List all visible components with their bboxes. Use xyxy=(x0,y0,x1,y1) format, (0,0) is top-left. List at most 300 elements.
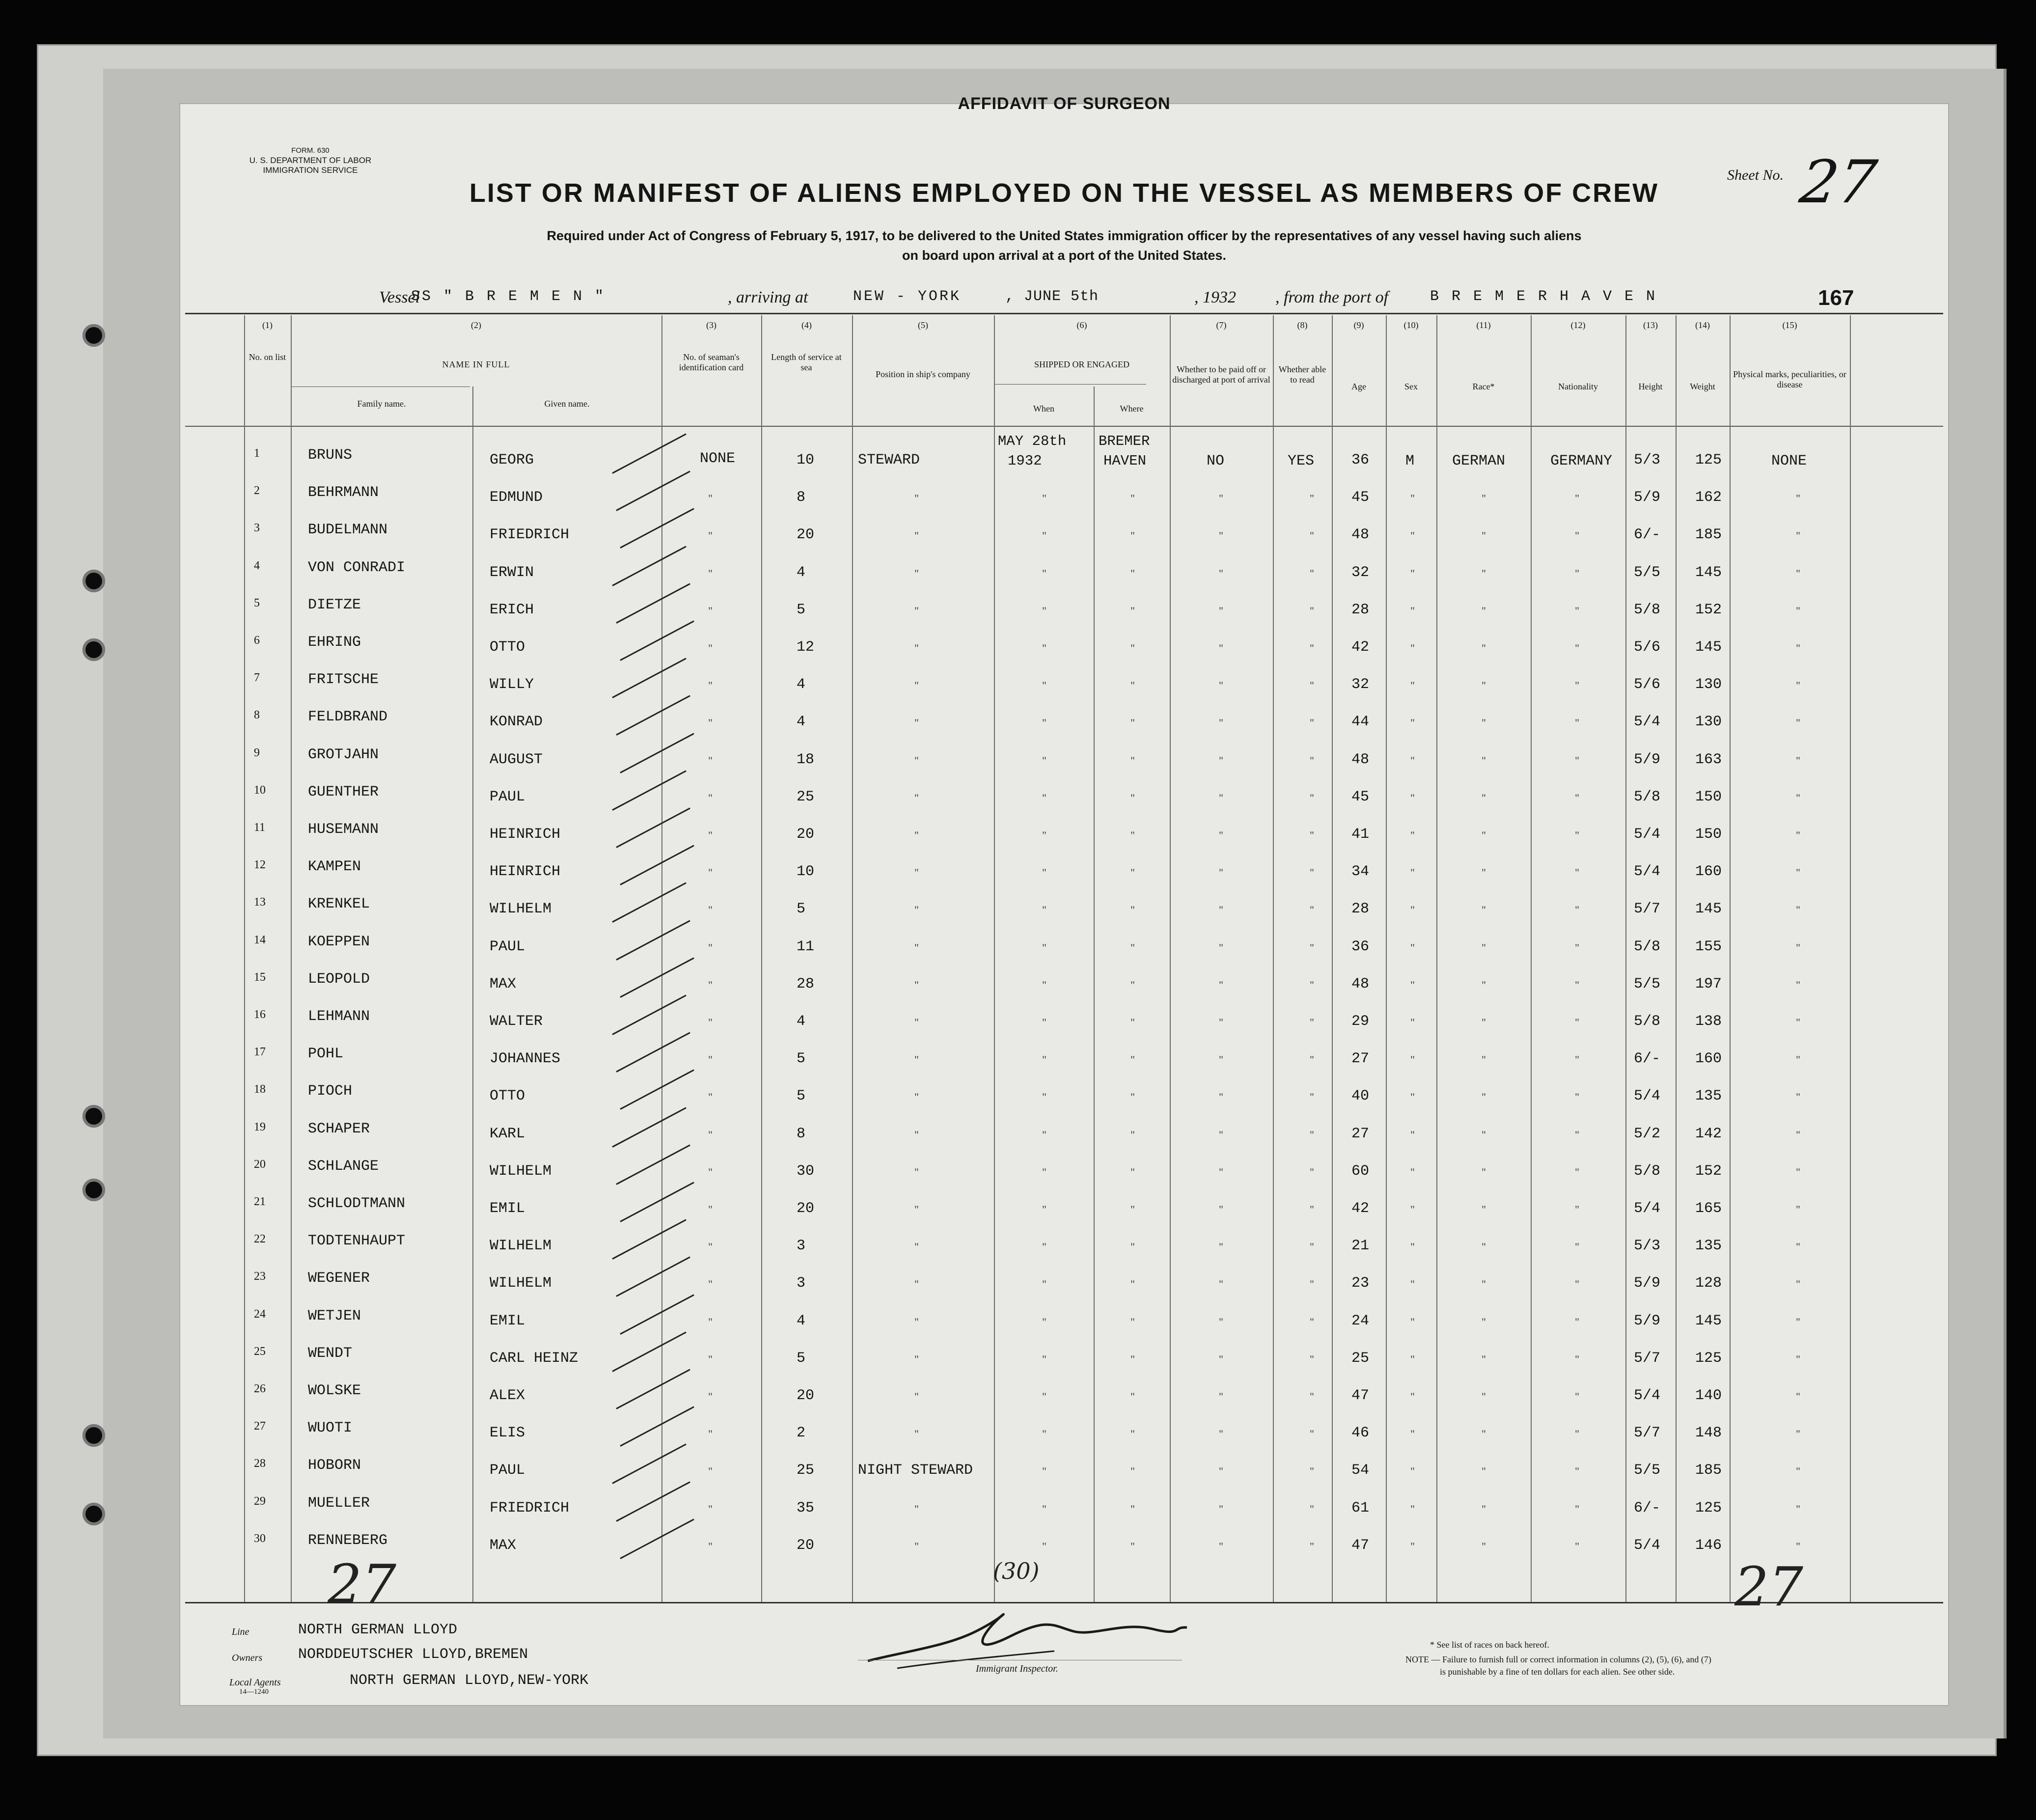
height: 5/8 xyxy=(1634,1162,1661,1180)
service-length: 20 xyxy=(797,826,815,843)
ditto-paid-off: " xyxy=(1219,1278,1223,1291)
head-where: Where xyxy=(1120,404,1144,414)
ditto-able-read: " xyxy=(1310,1165,1314,1178)
ditto-marks: " xyxy=(1796,1203,1800,1215)
colnum-5: (5) xyxy=(918,320,928,330)
given-name: EDMUND xyxy=(490,489,543,506)
colnum-11: (11) xyxy=(1476,320,1491,330)
ditto-sex: " xyxy=(1410,1428,1415,1440)
service-length: 25 xyxy=(797,1462,815,1479)
row-number: 23 xyxy=(254,1270,266,1283)
ditto-id-card: " xyxy=(708,829,713,841)
given-name: PAUL xyxy=(490,1462,525,1479)
ditto-race: " xyxy=(1482,1315,1486,1328)
row-number: 2 xyxy=(254,484,260,497)
ditto-id-card: " xyxy=(708,1315,713,1328)
row1-where-line1: BREMER xyxy=(1099,433,1150,449)
service-length: 5 xyxy=(797,1088,806,1105)
weight: 150 xyxy=(1695,788,1722,805)
punch-hole xyxy=(83,570,105,592)
ditto-marks: " xyxy=(1796,904,1800,916)
ditto-where: " xyxy=(1130,717,1135,729)
table-row xyxy=(180,1383,1948,1421)
ditto-marks: " xyxy=(1796,866,1800,879)
head-position: Position in ship's company xyxy=(876,369,970,379)
ditto-where: " xyxy=(1130,1165,1135,1178)
ditto-able-read: " xyxy=(1310,1428,1314,1440)
ditto-sex: " xyxy=(1410,1465,1415,1478)
weight: 135 xyxy=(1695,1238,1722,1255)
ditto-marks: " xyxy=(1796,604,1800,617)
row-number: 20 xyxy=(254,1158,266,1171)
ditto-able-read: " xyxy=(1310,1540,1314,1552)
age: 23 xyxy=(1351,1275,1370,1292)
ditto-when: " xyxy=(1042,829,1046,841)
weight: 135 xyxy=(1695,1088,1722,1105)
ditto-where: " xyxy=(1130,1315,1135,1328)
table-row xyxy=(180,1346,1948,1383)
ditto-paid-off: " xyxy=(1219,1241,1223,1253)
age: 41 xyxy=(1351,826,1370,843)
from-port-label: , from the port of xyxy=(1275,288,1389,306)
ditto-nationality: " xyxy=(1575,567,1579,579)
ditto-race: " xyxy=(1482,604,1486,617)
position: STEWARD xyxy=(858,452,920,469)
ditto-position: " xyxy=(914,1203,919,1215)
weight: 155 xyxy=(1695,938,1722,955)
family-name: BRUNS xyxy=(308,447,353,464)
ditto-race: " xyxy=(1482,1278,1486,1291)
age: 47 xyxy=(1351,1387,1370,1404)
family-name: SCHLODTMANN xyxy=(308,1195,406,1212)
height: 6/- xyxy=(1634,1499,1661,1517)
ditto-sex: " xyxy=(1410,679,1415,692)
ditto-race: " xyxy=(1482,567,1486,579)
ditto-position: " xyxy=(914,492,919,505)
ditto-paid-off: " xyxy=(1219,529,1223,542)
table-row xyxy=(180,859,1948,897)
page-title: LIST OR MANIFEST OF ALIENS EMPLOYED ON THE VESSEL AS MEMBERS OF CREW xyxy=(469,178,1659,208)
ditto-paid-off: " xyxy=(1219,1540,1223,1552)
given-name: EMIL xyxy=(490,1200,525,1217)
ditto-id-card: " xyxy=(708,866,713,879)
ditto-position: " xyxy=(914,1091,919,1103)
family-name: BUDELMANN xyxy=(308,522,388,539)
height: 5/9 xyxy=(1634,489,1661,506)
height: 5/4 xyxy=(1634,1200,1661,1217)
owners-value: NORDDEUTSCHER LLOYD,BREMEN xyxy=(298,1646,528,1663)
row-number: 11 xyxy=(254,821,266,834)
ditto-nationality: " xyxy=(1575,1241,1579,1253)
table-row xyxy=(180,1234,1948,1271)
age: 42 xyxy=(1351,639,1370,656)
height: 5/6 xyxy=(1634,676,1661,693)
ditto-nationality: " xyxy=(1575,1428,1579,1440)
table-row xyxy=(180,972,1948,1009)
row-number: 10 xyxy=(254,783,266,797)
shipped-subhead-rule xyxy=(994,384,1146,385)
service-length: 4 xyxy=(797,1013,806,1030)
ditto-when: " xyxy=(1042,1352,1046,1365)
ditto-where: " xyxy=(1130,791,1135,804)
ditto-where: " xyxy=(1130,1390,1135,1403)
service-length: 8 xyxy=(797,489,806,506)
ditto-sex: " xyxy=(1410,829,1415,841)
agents-value: NORTH GERMAN LLOYD,NEW-YORK xyxy=(350,1672,589,1689)
service-length: 20 xyxy=(797,526,815,544)
ditto-nationality: " xyxy=(1575,978,1579,991)
ditto-when: " xyxy=(1042,492,1046,505)
head-able-read: Whether able to read xyxy=(1278,364,1326,385)
family-name: WUOTI xyxy=(308,1420,353,1437)
ditto-when: " xyxy=(1042,1540,1046,1552)
ditto-paid-off: " xyxy=(1219,829,1223,841)
weight: 163 xyxy=(1695,751,1722,768)
ditto-where: " xyxy=(1130,978,1135,991)
row-number: 15 xyxy=(254,970,266,984)
row1-marks: NONE xyxy=(1771,453,1807,469)
given-name: PAUL xyxy=(490,788,525,805)
ditto-race: " xyxy=(1482,1203,1486,1215)
given-name: EMIL xyxy=(490,1312,525,1329)
ditto-sex: " xyxy=(1410,1278,1415,1291)
row1-able-read: YES xyxy=(1288,453,1315,469)
form-code: 14—1240 xyxy=(239,1688,269,1696)
weight: 185 xyxy=(1695,1462,1722,1479)
family-name: BEHRMANN xyxy=(308,484,379,501)
ditto-able-read: " xyxy=(1310,1053,1314,1066)
service-length: 5 xyxy=(797,601,806,618)
colnum-9: (9) xyxy=(1353,320,1364,330)
height: 5/5 xyxy=(1634,1462,1661,1479)
ditto-where: " xyxy=(1130,754,1135,767)
weight: 125 xyxy=(1695,452,1722,469)
family-name: KOEPPEN xyxy=(308,933,370,950)
ditto-paid-off: " xyxy=(1219,941,1223,954)
ditto-able-read: " xyxy=(1310,866,1314,879)
height: 5/9 xyxy=(1634,1275,1661,1292)
ditto-position: " xyxy=(914,1352,919,1365)
ditto-race: " xyxy=(1482,754,1486,767)
row-number: 5 xyxy=(254,596,260,609)
punch-hole xyxy=(83,1179,105,1201)
age: 61 xyxy=(1351,1499,1370,1517)
service-length: 35 xyxy=(797,1499,815,1517)
table-row xyxy=(180,822,1948,859)
ditto-race: " xyxy=(1482,978,1486,991)
ditto-nationality: " xyxy=(1575,1091,1579,1103)
ditto-race: " xyxy=(1482,1165,1486,1178)
ditto-nationality: " xyxy=(1575,1016,1579,1028)
ditto-when: " xyxy=(1042,1465,1046,1478)
ditto-position: " xyxy=(914,1278,919,1291)
ditto-sex: " xyxy=(1410,1315,1415,1328)
given-name: WALTER xyxy=(490,1013,543,1030)
height: 5/3 xyxy=(1634,1238,1661,1255)
table-row xyxy=(180,598,1948,635)
ditto-paid-off: " xyxy=(1219,866,1223,879)
height: 6/- xyxy=(1634,1050,1661,1068)
ditto-race: " xyxy=(1482,1241,1486,1253)
ditto-position: " xyxy=(914,791,919,804)
ditto-nationality: " xyxy=(1575,604,1579,617)
height: 5/7 xyxy=(1634,1425,1661,1442)
ditto-position: " xyxy=(914,679,919,692)
height: 5/7 xyxy=(1634,901,1661,918)
owners-label: Owners xyxy=(232,1653,263,1663)
ditto-nationality: " xyxy=(1575,717,1579,729)
ditto-where: " xyxy=(1130,1502,1135,1515)
ditto-where: " xyxy=(1130,1428,1135,1440)
agents-label: Local Agents xyxy=(229,1677,281,1688)
punch-hole xyxy=(83,1105,105,1128)
ditto-sex: " xyxy=(1410,791,1415,804)
ditto-when: " xyxy=(1042,717,1046,729)
ditto-marks: " xyxy=(1796,1016,1800,1028)
age: 40 xyxy=(1351,1088,1370,1105)
table-row xyxy=(180,485,1948,523)
ditto-able-read: " xyxy=(1310,791,1314,804)
punch-hole xyxy=(83,324,105,347)
table-row xyxy=(180,1159,1948,1196)
age: 48 xyxy=(1351,751,1370,768)
age: 54 xyxy=(1351,1462,1370,1479)
height: 5/9 xyxy=(1634,751,1661,768)
family-name: LEHMANN xyxy=(308,1008,370,1025)
ditto-marks: " xyxy=(1796,978,1800,991)
ditto-id-card: " xyxy=(708,642,713,654)
ditto-id-card: " xyxy=(708,1165,713,1178)
ditto-when: " xyxy=(1042,604,1046,617)
ditto-sex: " xyxy=(1410,717,1415,729)
head-race: Race* xyxy=(1472,382,1495,391)
age: 27 xyxy=(1351,1050,1370,1068)
ditto-where: " xyxy=(1130,1352,1135,1365)
given-name: KONRAD xyxy=(490,714,543,731)
head-given-name: Given name. xyxy=(544,399,590,409)
ditto-id-card: " xyxy=(708,1540,713,1552)
ditto-id-card: " xyxy=(708,1502,713,1515)
ditto-where: " xyxy=(1130,1203,1135,1215)
ditto-paid-off: " xyxy=(1219,754,1223,767)
family-name: SCHLANGE xyxy=(308,1158,379,1175)
family-name: EHRING xyxy=(308,634,361,651)
ditto-when: " xyxy=(1042,1165,1046,1178)
punch-hole xyxy=(83,638,105,661)
family-name: DIETZE xyxy=(308,596,361,613)
ditto-id-card: " xyxy=(708,1390,713,1403)
ditto-sex: " xyxy=(1410,1091,1415,1103)
head-id-card: No. of seaman's identification card xyxy=(679,352,744,372)
ditto-where: " xyxy=(1130,941,1135,954)
ditto-race: " xyxy=(1482,1540,1486,1552)
ditto-race: " xyxy=(1482,1502,1486,1515)
weight: 125 xyxy=(1695,1350,1722,1367)
table-row xyxy=(180,785,1948,822)
subtitle-line-2: on board upon arrival at a port of the United States. xyxy=(902,248,1227,263)
ditto-race: " xyxy=(1482,529,1486,542)
ditto-when: " xyxy=(1042,978,1046,991)
weight: 125 xyxy=(1695,1499,1722,1517)
height: 5/8 xyxy=(1634,938,1661,955)
ditto-sex: " xyxy=(1410,1165,1415,1178)
colnum-13: (13) xyxy=(1643,320,1658,330)
service-length: 20 xyxy=(797,1387,815,1404)
family-name: GROTJAHN xyxy=(308,746,379,763)
table-row xyxy=(180,1421,1948,1458)
row-number: 29 xyxy=(254,1494,266,1508)
table-row xyxy=(180,1496,1948,1533)
service-length: 8 xyxy=(797,1125,806,1142)
height: 5/8 xyxy=(1634,1013,1661,1030)
ditto-able-read: " xyxy=(1310,1091,1314,1103)
ditto-nationality: " xyxy=(1575,1540,1579,1552)
table-row xyxy=(180,1009,1948,1047)
ditto-marks: " xyxy=(1796,1428,1800,1440)
row1-race: GERMAN xyxy=(1452,453,1506,469)
ditto-able-read: " xyxy=(1310,829,1314,841)
ditto-id-card: " xyxy=(708,791,713,804)
row1-id-card: NONE xyxy=(700,450,736,467)
ditto-paid-off: " xyxy=(1219,1502,1223,1515)
check-mark xyxy=(612,433,687,473)
row-number: 25 xyxy=(254,1345,266,1358)
handwritten-total-right: 27 xyxy=(1734,1555,1803,1618)
ditto-position: " xyxy=(914,1315,919,1328)
arriving-port: NEW - YORK xyxy=(853,288,962,305)
ditto-paid-off: " xyxy=(1219,492,1223,505)
ditto-marks: " xyxy=(1796,1390,1800,1403)
ditto-position: " xyxy=(914,567,919,579)
weight: 130 xyxy=(1695,714,1722,731)
ditto-paid-off: " xyxy=(1219,1053,1223,1066)
colnum-1: (1) xyxy=(262,320,273,330)
ditto-race: " xyxy=(1482,904,1486,916)
age: 42 xyxy=(1351,1200,1370,1217)
row-number: 17 xyxy=(254,1046,266,1059)
ditto-where: " xyxy=(1130,1053,1135,1066)
service-length: 30 xyxy=(797,1162,815,1180)
ditto-able-read: " xyxy=(1310,1465,1314,1478)
ditto-id-card: " xyxy=(708,1053,713,1066)
weight: 142 xyxy=(1695,1125,1722,1142)
ditto-able-read: " xyxy=(1310,1315,1314,1328)
ditto-able-read: " xyxy=(1310,1128,1314,1141)
ditto-id-card: " xyxy=(708,904,713,916)
given-name: ERWIN xyxy=(490,564,534,581)
ditto-paid-off: " xyxy=(1219,604,1223,617)
ditto-position: " xyxy=(914,754,919,767)
ditto-race: " xyxy=(1482,1128,1486,1141)
ditto-nationality: " xyxy=(1575,1053,1579,1066)
ditto-marks: " xyxy=(1796,1465,1800,1478)
ditto-able-read: " xyxy=(1310,679,1314,692)
ditto-marks: " xyxy=(1796,679,1800,692)
ditto-sex: " xyxy=(1410,604,1415,617)
head-height: Height xyxy=(1638,382,1663,391)
ditto-when: " xyxy=(1042,866,1046,879)
age: 28 xyxy=(1351,901,1370,918)
age: 29 xyxy=(1351,1013,1370,1030)
head-family-name: Family name. xyxy=(357,399,406,409)
row-number: 28 xyxy=(254,1457,266,1470)
ditto-marks: " xyxy=(1796,941,1800,954)
age: 60 xyxy=(1351,1162,1370,1180)
ditto-where: " xyxy=(1130,642,1135,654)
ditto-position: " xyxy=(914,717,919,729)
ditto-paid-off: " xyxy=(1219,1352,1223,1365)
row-number: 12 xyxy=(254,858,266,872)
service-length: 10 xyxy=(797,452,815,469)
ditto-id-card: " xyxy=(708,1203,713,1215)
ditto-race: " xyxy=(1482,1091,1486,1103)
ditto-when: " xyxy=(1042,1278,1046,1291)
family-name: WETJEN xyxy=(308,1307,361,1324)
age: 48 xyxy=(1351,526,1370,544)
row-number: 30 xyxy=(254,1532,266,1545)
ditto-position: " xyxy=(914,1428,919,1440)
ditto-able-read: " xyxy=(1310,642,1314,654)
weight: 165 xyxy=(1695,1200,1722,1217)
ditto-position: " xyxy=(914,604,919,617)
row-number: 8 xyxy=(254,709,260,722)
ditto-id-card: " xyxy=(708,978,713,991)
family-name: TODTENHAUPT xyxy=(308,1233,406,1250)
head-no-on-list: No. on list xyxy=(248,352,286,362)
department-block xyxy=(222,146,399,175)
ditto-position: " xyxy=(914,829,919,841)
ditto-when: " xyxy=(1042,1053,1046,1066)
row-number: 1 xyxy=(254,447,260,460)
ditto-nationality: " xyxy=(1575,1315,1579,1328)
ditto-paid-off: " xyxy=(1219,1128,1223,1141)
ditto-when: " xyxy=(1042,529,1046,542)
given-name: WILHELM xyxy=(490,1275,552,1292)
ditto-paid-off: " xyxy=(1219,978,1223,991)
ditto-id-card: " xyxy=(708,1128,713,1141)
form-number: FORM. 630 xyxy=(291,146,330,155)
age: 44 xyxy=(1351,714,1370,731)
service-length: 4 xyxy=(797,564,806,581)
ditto-sex: " xyxy=(1410,1390,1415,1403)
family-name: KAMPEN xyxy=(308,858,361,876)
weight: 148 xyxy=(1695,1425,1722,1442)
service-length: 10 xyxy=(797,863,815,881)
ditto-when: " xyxy=(1042,904,1046,916)
family-name: WOLSKE xyxy=(308,1382,361,1399)
weight: 145 xyxy=(1695,901,1722,918)
row-number: 7 xyxy=(254,671,260,685)
service-length: 20 xyxy=(797,1200,815,1217)
given-name: WILHELM xyxy=(490,1238,552,1255)
service-length: 4 xyxy=(797,1312,806,1329)
sheet-number-label: Sheet No. xyxy=(1727,167,1784,183)
given-name: OTTO xyxy=(490,639,525,656)
ditto-when: " xyxy=(1042,791,1046,804)
ditto-id-card: " xyxy=(708,529,713,542)
height: 5/7 xyxy=(1634,1350,1661,1367)
vessel-name: SS " B R E M E N " xyxy=(411,288,606,305)
weight: 160 xyxy=(1695,863,1722,881)
ditto-when: " xyxy=(1042,1502,1046,1515)
row-number: 27 xyxy=(254,1420,266,1433)
ditto-id-card: " xyxy=(708,1428,713,1440)
ditto-id-card: " xyxy=(708,1352,713,1365)
height: 6/- xyxy=(1634,526,1661,544)
ditto-when: " xyxy=(1042,642,1046,654)
service-length: 11 xyxy=(797,938,815,955)
given-name: GEORG xyxy=(490,452,534,469)
